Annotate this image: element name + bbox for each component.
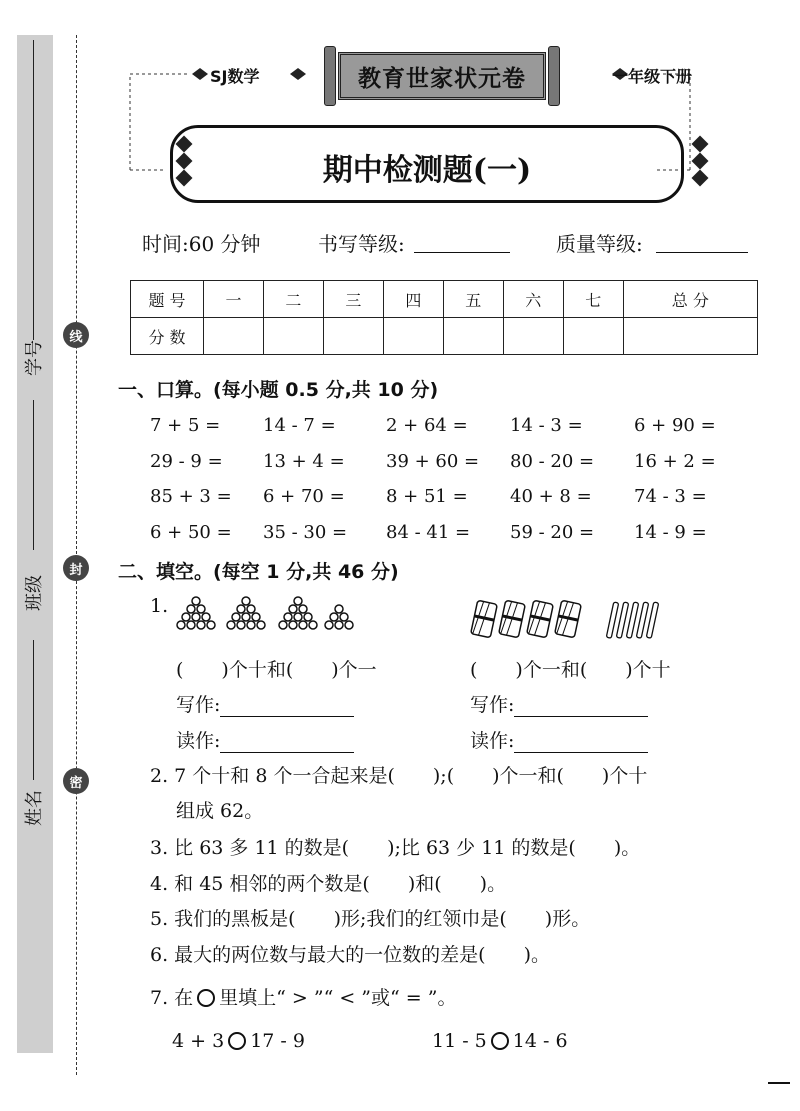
- calc-item: 39 + 60 =: [386, 451, 480, 472]
- q1-number: 1.: [150, 595, 169, 617]
- calc-item: 6 + 50 =: [150, 522, 232, 543]
- section1-title: 一、口算。(每小题 0.5 分,共 10 分): [118, 379, 439, 401]
- page-mark: [768, 1082, 790, 1084]
- calc-item: 29 - 9 =: [150, 451, 223, 472]
- class-line: [33, 400, 34, 550]
- calc-item: 14 - 9 =: [634, 522, 707, 543]
- compare-left: 11 - 5: [432, 1030, 487, 1052]
- score-header-cell: 题 号: [131, 281, 204, 318]
- series-title: 教育世家状元卷: [338, 52, 546, 100]
- score-header-cell: 四: [383, 281, 443, 318]
- score-cell[interactable]: [623, 318, 757, 355]
- calc-item: 7 + 5 =: [150, 415, 221, 436]
- calc-item: 14 - 3 =: [510, 415, 583, 436]
- exam-title: 期中检测题(一): [322, 153, 532, 188]
- name-label: 姓名: [24, 790, 45, 826]
- compare-circle[interactable]: [228, 1032, 246, 1050]
- binding-sidebar: [17, 35, 53, 1053]
- calc-item: 59 - 20 =: [510, 522, 595, 543]
- q5: 5. 我们的黑板是( )形;我们的红领巾是( )形。: [150, 908, 591, 930]
- read-label: 读作:: [470, 730, 515, 752]
- q1-right-read: [470, 726, 648, 753]
- score-cell[interactable]: [443, 318, 503, 355]
- calc-item: 74 - 3 =: [634, 486, 707, 507]
- q1-right-fill: ( )个一和( )个十: [470, 659, 671, 681]
- score-header-cell: 五: [443, 281, 503, 318]
- calc-item: 14 - 7 =: [263, 415, 336, 436]
- circle-icon: [197, 989, 215, 1007]
- student-no-line: [33, 40, 34, 340]
- score-cell[interactable]: [204, 318, 264, 355]
- q7-suffix: 里填上“ > ”“ < ”或“ = ”。: [219, 987, 457, 1009]
- score-header-cell: 六: [503, 281, 563, 318]
- score-header-row: [131, 281, 758, 318]
- calc-item: 13 + 4 =: [263, 451, 345, 472]
- class-label: 班级: [24, 575, 45, 611]
- seal-secret-mark: 密: [63, 768, 89, 794]
- q1-left-fill: ( )个十和( )个一: [176, 659, 377, 681]
- write-answer-blank[interactable]: [514, 698, 648, 717]
- score-table: [130, 280, 758, 355]
- name-line: [33, 640, 34, 780]
- q4: 4. 和 45 相邻的两个数是( )和( )。: [150, 873, 507, 895]
- seal-line-mark: 线: [63, 322, 89, 348]
- grade-tag: 一年级下册: [612, 67, 693, 86]
- compare-item: [432, 1030, 568, 1052]
- read-answer-blank[interactable]: [220, 734, 354, 753]
- stick-bundles-illustration: [470, 596, 665, 642]
- student-no-label: 学号: [24, 340, 45, 376]
- read-label: 读作:: [176, 730, 221, 752]
- q1-left-write: [176, 690, 354, 717]
- score-cell[interactable]: [263, 318, 323, 355]
- bead-piles-illustration: [176, 596, 356, 630]
- section2-title: 二、填空。(每空 1 分,共 46 分): [118, 561, 399, 583]
- score-cell[interactable]: [503, 318, 563, 355]
- seal-seal-mark: 封: [63, 555, 89, 581]
- score-header-cell: 二: [263, 281, 323, 318]
- quality-grade-blank[interactable]: [656, 252, 748, 253]
- q7-prefix: 7. 在: [150, 987, 194, 1009]
- q2-line2: 组成 62。: [176, 800, 264, 822]
- compare-left: 4 + 3: [172, 1030, 225, 1052]
- calc-item: 6 + 90 =: [634, 415, 716, 436]
- writing-grade-blank[interactable]: [414, 252, 510, 253]
- calc-item: 40 + 8 =: [510, 486, 592, 507]
- calc-item: 84 - 41 =: [386, 522, 471, 543]
- compare-right: 14 - 6: [512, 1030, 568, 1052]
- q1-left-read: [176, 726, 354, 753]
- score-row-label: 分 数: [131, 318, 204, 355]
- calc-item: 6 + 70 =: [263, 486, 345, 507]
- write-answer-blank[interactable]: [220, 698, 354, 717]
- score-header-cell: 总 分: [623, 281, 757, 318]
- quality-grade-label: 质量等级:: [556, 232, 643, 256]
- series-scroll: [324, 46, 560, 106]
- time-limit: 时间:60 分钟: [142, 232, 261, 256]
- subject-tag: SJ数学: [210, 67, 260, 86]
- score-header-cell: 一: [204, 281, 264, 318]
- score-header-cell: 三: [323, 281, 383, 318]
- score-value-row: [131, 318, 758, 355]
- compare-right: 17 - 9: [250, 1030, 305, 1052]
- q3: 3. 比 63 多 11 的数是( );比 63 少 11 的数是( )。: [150, 837, 641, 859]
- write-label: 写作:: [470, 694, 515, 716]
- q6: 6. 最大的两位数与最大的一位数的差是( )。: [150, 944, 550, 966]
- writing-grade-label: 书写等级:: [318, 232, 405, 256]
- write-label: 写作:: [176, 694, 221, 716]
- calc-item: 85 + 3 =: [150, 486, 232, 507]
- calc-item: 8 + 51 =: [386, 486, 468, 507]
- calc-item: 80 - 20 =: [510, 451, 595, 472]
- compare-circle[interactable]: [491, 1032, 509, 1050]
- score-cell[interactable]: [383, 318, 443, 355]
- q1-right-write: [470, 690, 648, 717]
- compare-item: [172, 1030, 305, 1052]
- read-answer-blank[interactable]: [514, 734, 648, 753]
- calc-item: 16 + 2 =: [634, 451, 716, 472]
- calc-item: 35 - 30 =: [263, 522, 348, 543]
- score-cell[interactable]: [323, 318, 383, 355]
- q7: [150, 983, 456, 1010]
- score-cell[interactable]: [563, 318, 623, 355]
- score-header-cell: 七: [563, 281, 623, 318]
- q2-line1: 2. 7 个十和 8 个一合起来是( );( )个一和( )个十: [150, 765, 648, 787]
- calc-item: 2 + 64 =: [386, 415, 468, 436]
